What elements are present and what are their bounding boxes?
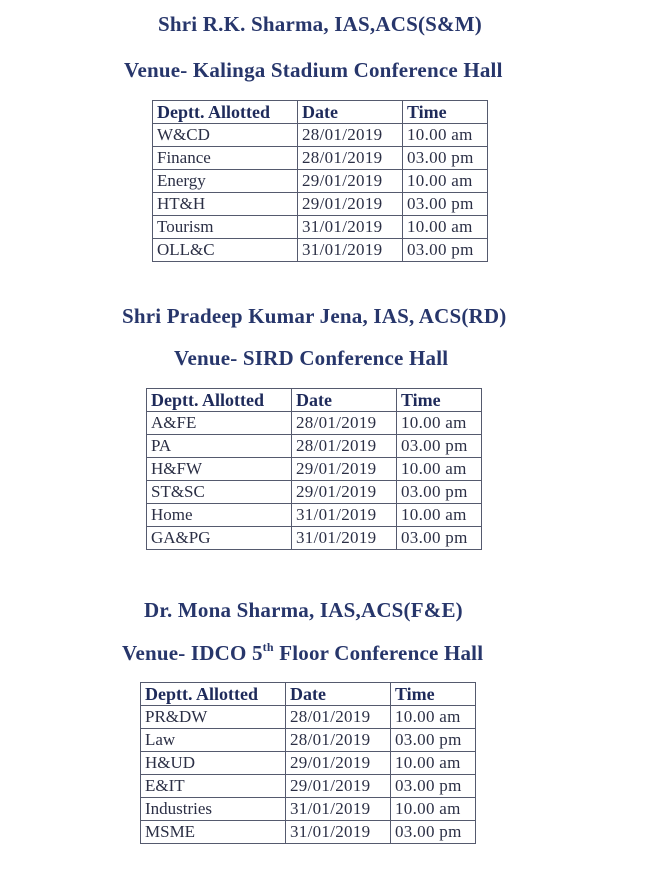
table-header-row xyxy=(153,101,488,124)
time-cell: 03.00 pm xyxy=(403,193,488,216)
time-cell: 03.00 pm xyxy=(391,821,476,844)
dept-cell: PR&DW xyxy=(141,706,286,729)
schedule-table-3 xyxy=(140,682,476,844)
dept-cell: MSME xyxy=(141,821,286,844)
date-cell: 31/01/2019 xyxy=(298,239,403,262)
date-cell: 28/01/2019 xyxy=(292,435,397,458)
column-header-time: Time xyxy=(397,389,482,412)
table-row xyxy=(147,527,482,550)
dept-cell: Law xyxy=(141,729,286,752)
table-header-row xyxy=(147,389,482,412)
column-header-dept: Deptt. Allotted xyxy=(141,683,286,706)
date-cell: 28/01/2019 xyxy=(292,412,397,435)
time-cell: 03.00 pm xyxy=(397,435,482,458)
time-cell: 10.00 am xyxy=(391,752,476,775)
table-row xyxy=(141,706,476,729)
date-cell: 31/01/2019 xyxy=(286,798,391,821)
dept-cell: W&CD xyxy=(153,124,298,147)
dept-cell: Industries xyxy=(141,798,286,821)
time-cell: 03.00 pm xyxy=(397,527,482,550)
venue-title-3-prefix: Venue- IDCO 5 xyxy=(122,641,263,665)
table-row xyxy=(153,170,488,193)
dept-cell: E&IT xyxy=(141,775,286,798)
table-row xyxy=(141,775,476,798)
venue-title-3 xyxy=(122,640,483,666)
time-cell: 10.00 am xyxy=(397,504,482,527)
dept-cell: H&FW xyxy=(147,458,292,481)
dept-cell: Energy xyxy=(153,170,298,193)
table-row xyxy=(141,798,476,821)
column-header-date: Date xyxy=(286,683,391,706)
table-row xyxy=(153,193,488,216)
table-row xyxy=(141,752,476,775)
official-name-3: Dr. Mona Sharma, IAS,ACS(F&E) xyxy=(144,598,463,622)
table-row xyxy=(147,504,482,527)
date-cell: 31/01/2019 xyxy=(292,504,397,527)
column-header-date: Date xyxy=(298,101,403,124)
table-row xyxy=(147,458,482,481)
date-cell: 28/01/2019 xyxy=(286,729,391,752)
time-cell: 03.00 pm xyxy=(403,239,488,262)
column-header-dept: Deptt. Allotted xyxy=(147,389,292,412)
venue-title-2: Venue- SIRD Conference Hall xyxy=(174,346,449,370)
column-header-time: Time xyxy=(391,683,476,706)
date-cell: 29/01/2019 xyxy=(286,775,391,798)
column-header-date: Date xyxy=(292,389,397,412)
venue-title-1: Venue- Kalinga Stadium Conference Hall xyxy=(124,58,503,82)
table-row xyxy=(147,412,482,435)
date-cell: 31/01/2019 xyxy=(298,216,403,239)
column-header-time: Time xyxy=(403,101,488,124)
time-cell: 10.00 am xyxy=(403,170,488,193)
table-row xyxy=(153,124,488,147)
official-name-2: Shri Pradeep Kumar Jena, IAS, ACS(RD) xyxy=(122,304,507,328)
official-name-1: Shri R.K. Sharma, IAS,ACS(S&M) xyxy=(158,12,482,36)
dept-cell: Finance xyxy=(153,147,298,170)
dept-cell: H&UD xyxy=(141,752,286,775)
column-header-dept: Deptt. Allotted xyxy=(153,101,298,124)
dept-cell: Tourism xyxy=(153,216,298,239)
dept-cell: HT&H xyxy=(153,193,298,216)
table-row xyxy=(147,435,482,458)
time-cell: 03.00 pm xyxy=(391,775,476,798)
dept-cell: Home xyxy=(147,504,292,527)
table-row xyxy=(153,216,488,239)
table-row xyxy=(141,821,476,844)
date-cell: 31/01/2019 xyxy=(286,821,391,844)
date-cell: 29/01/2019 xyxy=(298,170,403,193)
dept-cell: OLL&C xyxy=(153,239,298,262)
venue-title-3-suffix: Floor Conference Hall xyxy=(273,641,484,665)
table-row xyxy=(147,481,482,504)
date-cell: 29/01/2019 xyxy=(298,193,403,216)
date-cell: 28/01/2019 xyxy=(298,124,403,147)
venue-title-3-sup: th xyxy=(262,640,274,654)
date-cell: 29/01/2019 xyxy=(292,481,397,504)
date-cell: 28/01/2019 xyxy=(286,706,391,729)
time-cell: 03.00 pm xyxy=(391,729,476,752)
time-cell: 03.00 pm xyxy=(397,481,482,504)
date-cell: 29/01/2019 xyxy=(286,752,391,775)
dept-cell: A&FE xyxy=(147,412,292,435)
date-cell: 29/01/2019 xyxy=(292,458,397,481)
time-cell: 10.00 am xyxy=(403,124,488,147)
date-cell: 28/01/2019 xyxy=(298,147,403,170)
date-cell: 31/01/2019 xyxy=(292,527,397,550)
schedule-table-1 xyxy=(152,100,488,262)
time-cell: 10.00 am xyxy=(391,798,476,821)
dept-cell: PA xyxy=(147,435,292,458)
time-cell: 10.00 am xyxy=(391,706,476,729)
time-cell: 03.00 pm xyxy=(403,147,488,170)
dept-cell: ST&SC xyxy=(147,481,292,504)
time-cell: 10.00 am xyxy=(397,458,482,481)
time-cell: 10.00 am xyxy=(397,412,482,435)
table-row xyxy=(141,729,476,752)
schedule-table-2 xyxy=(146,388,482,550)
table-row xyxy=(153,239,488,262)
table-row xyxy=(153,147,488,170)
dept-cell: GA&PG xyxy=(147,527,292,550)
time-cell: 10.00 am xyxy=(403,216,488,239)
table-header-row xyxy=(141,683,476,706)
